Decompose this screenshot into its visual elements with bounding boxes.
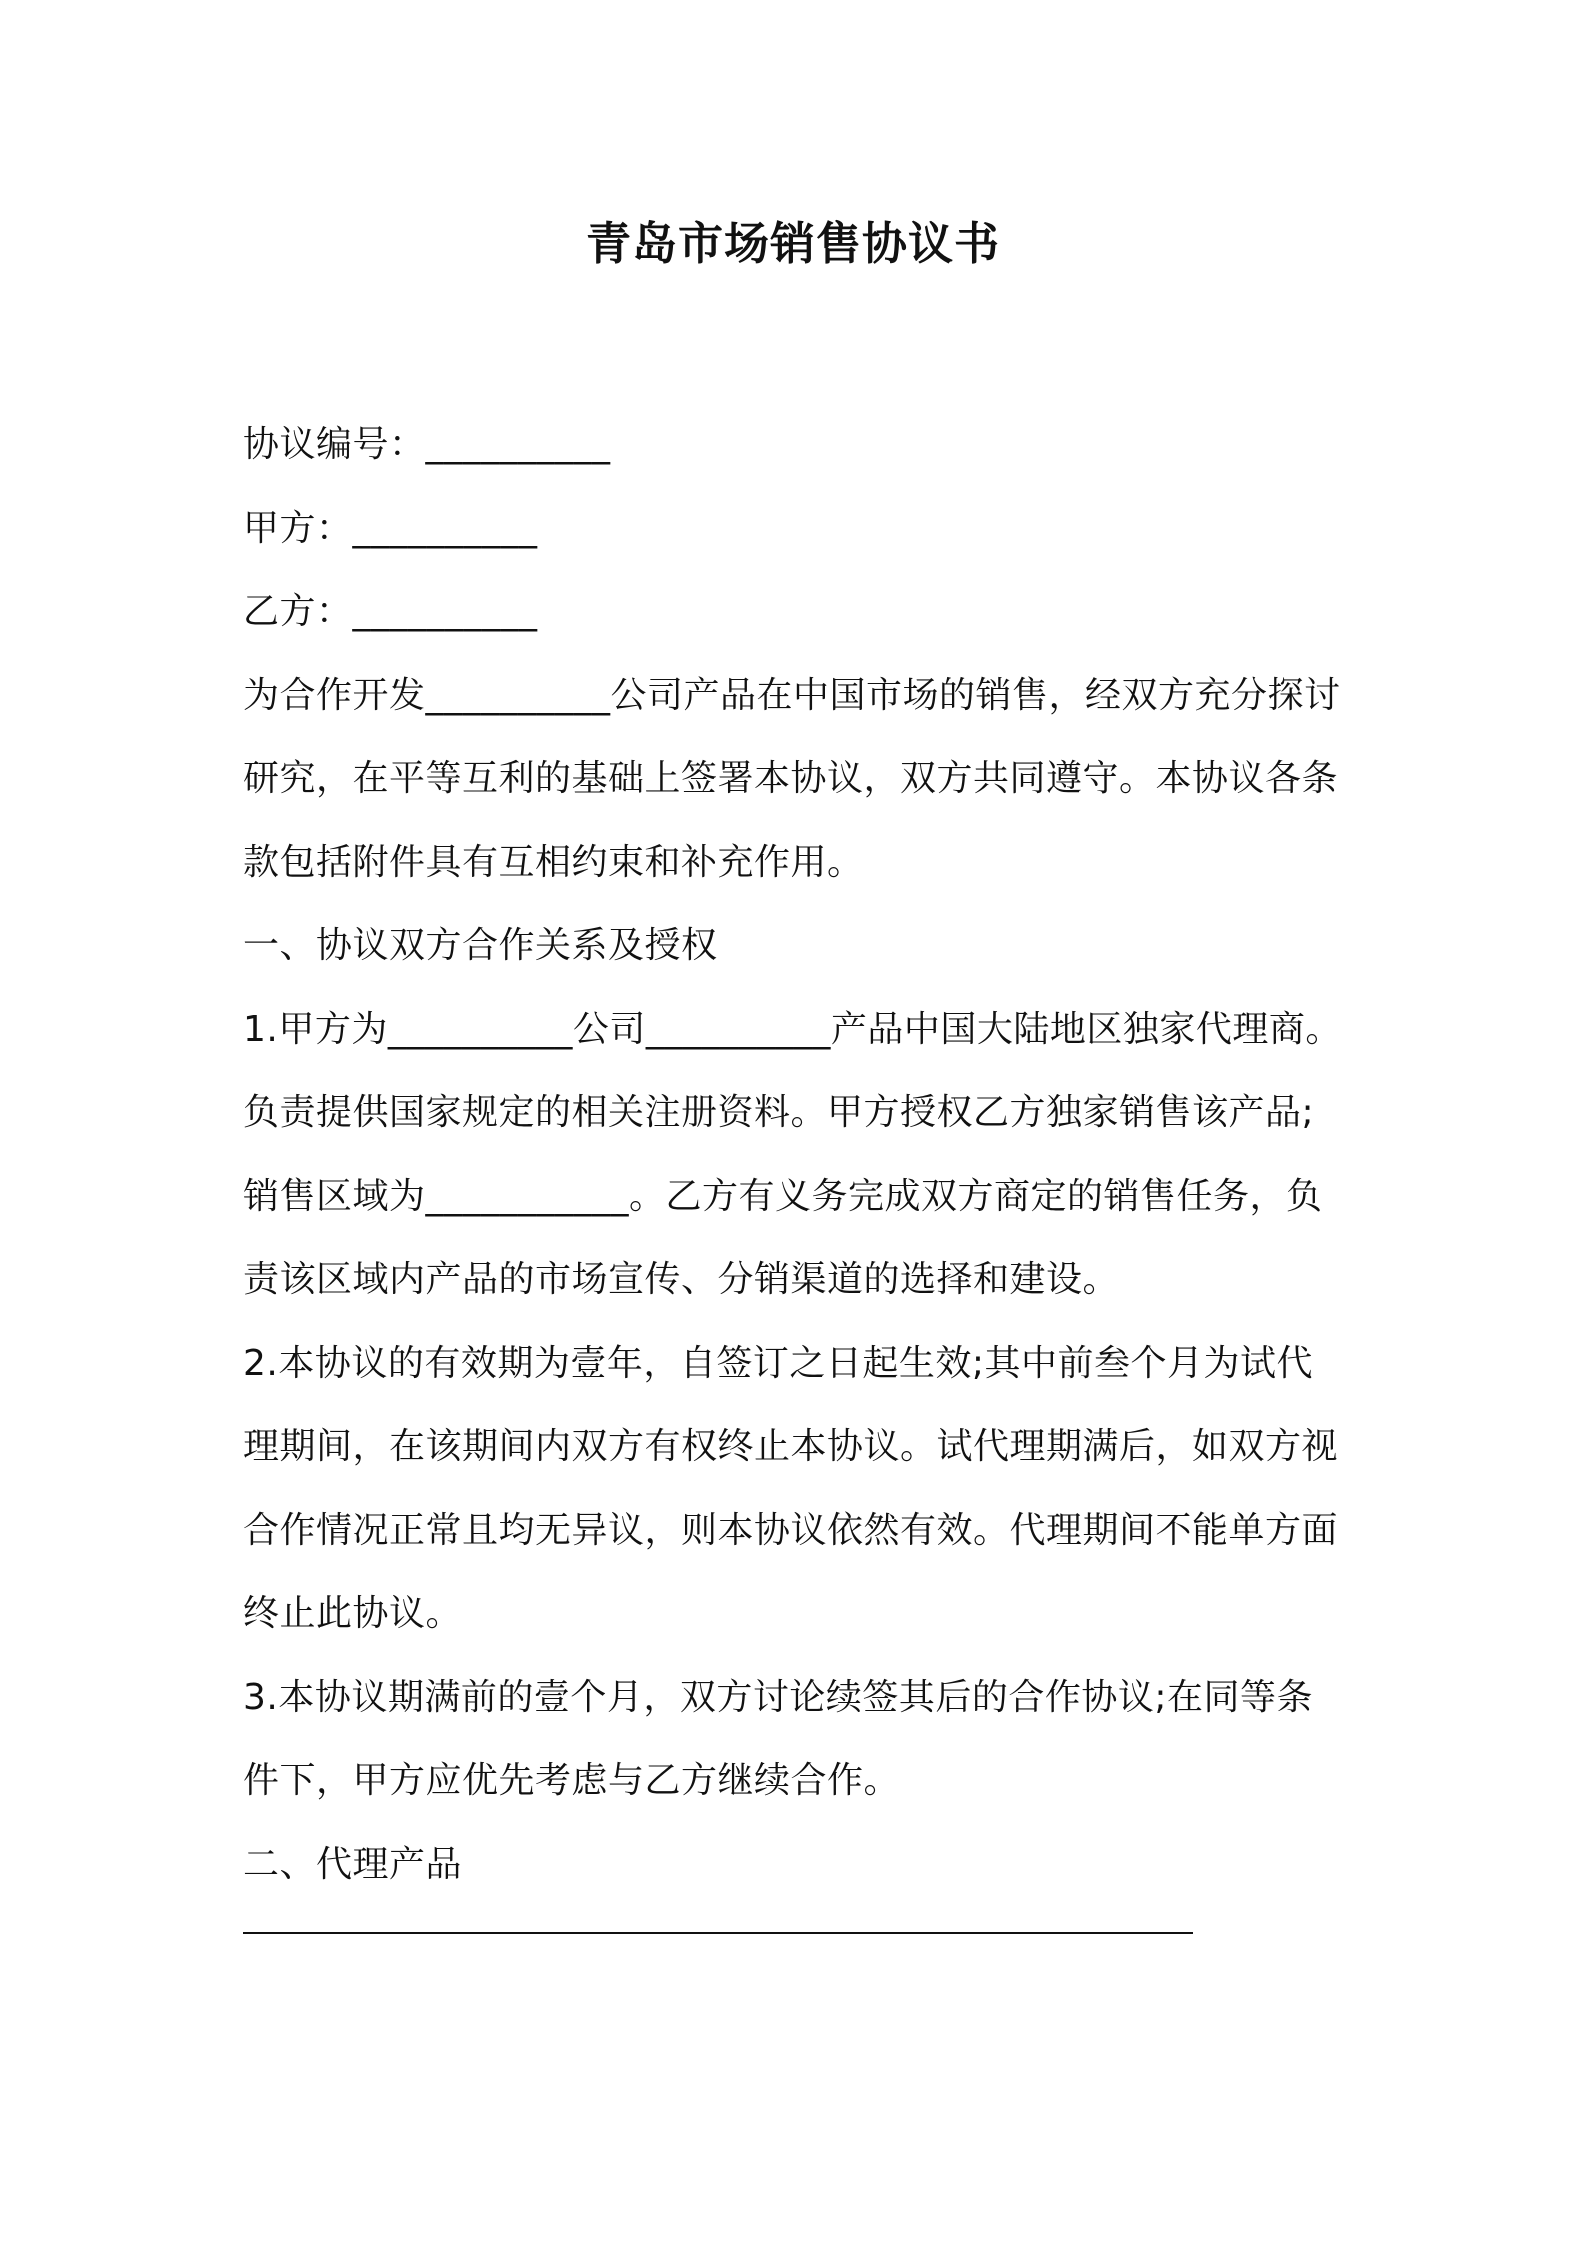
agreement-number-line: 协议编号：__________ [243, 424, 611, 465]
party-b-line: 乙方：__________ [243, 591, 538, 632]
section-1-heading: 一、协议双方合作关系及授权 [243, 925, 718, 966]
document-title: 青岛市场销售协议书 [585, 217, 1000, 270]
preamble-line-1: 为合作开发__________公司产品在中国市场的销售，经双方充分探讨 [243, 674, 1341, 716]
clause-1-line-4: 责该区域内产品的市场宣传、分销渠道的选择和建设。 [243, 1259, 1120, 1300]
clause-2-line-4: 终止此协议。 [243, 1593, 463, 1634]
preamble-line-2: 研究，在平等互利的基础上签署本协议，双方共同遵守。本协议各条 [243, 758, 1339, 799]
clause-2-line-2: 理期间，在该期间内双方有权终止本协议。试代理期满后，如双方视 [243, 1426, 1339, 1467]
clause-3-line-2: 件下，甲方应优先考虑与乙方继续合作。 [243, 1760, 901, 1801]
clause-2-line-3: 合作情况正常且均无异议，则本协议依然有效。代理期间不能单方面 [243, 1509, 1339, 1551]
preamble-line-3: 款包括附件具有互相约束和补充作用。 [243, 841, 864, 883]
clause-3-line-1: 3.本协议期满前的壹个月，双方讨论续签其后的合作协议;在同等条 [243, 1676, 1313, 1718]
section-2-heading: 二、代理产品 [243, 1843, 463, 1885]
product-blank-line [243, 1932, 1193, 1934]
clause-1-line-2: 负责提供国家规定的相关注册资料。甲方授权乙方独家销售该产品; [243, 1092, 1315, 1133]
document-body [243, 403, 1363, 1934]
party-a-line: 甲方：__________ [243, 507, 538, 549]
clause-2-line-1: 2.本协议的有效期为壹年，自签订之日起生效;其中前叁个月为试代 [243, 1342, 1313, 1384]
clause-1-line-3: 销售区域为___________。乙方有义务完成双方商定的销售任务，负 [243, 1175, 1323, 1217]
clause-1-line-1: 1.甲方为__________公司__________产品中国大陆地区独家代理商。 [243, 1008, 1342, 1050]
